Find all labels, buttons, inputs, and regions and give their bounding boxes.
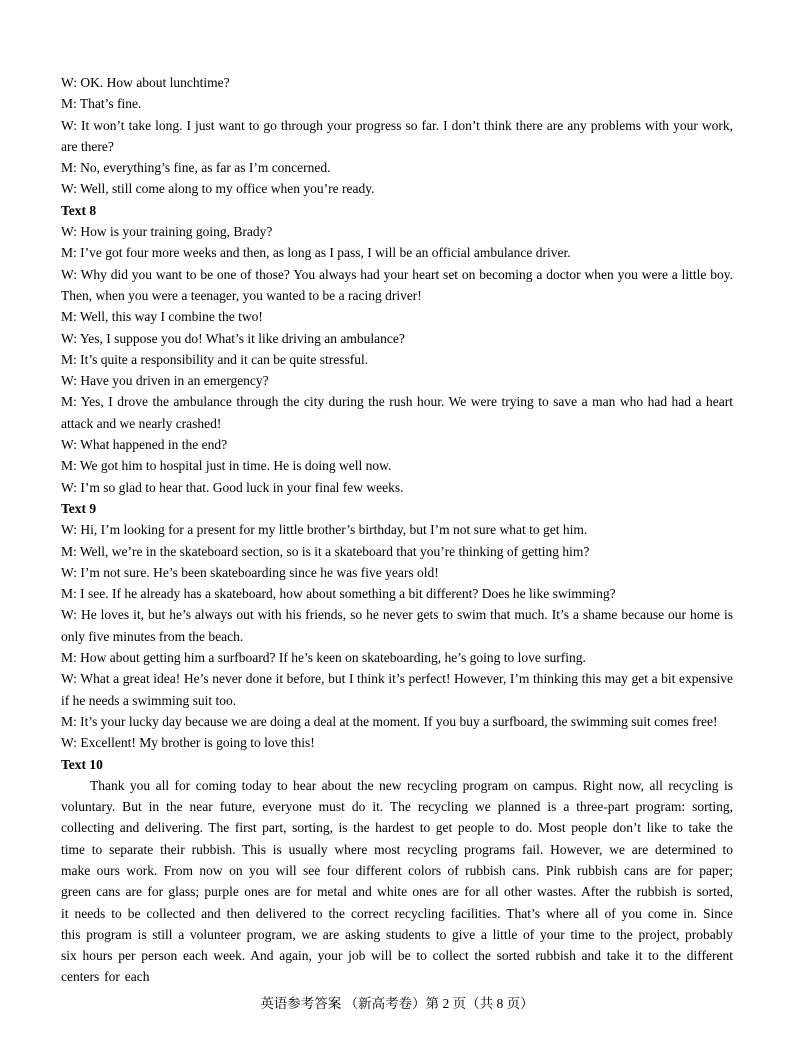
dialogue-line: M: No, everything’s fine, as far as I’m concerned. <box>61 160 331 176</box>
dialogue-line: W: Hi, I’m looking for a present for my little brother’s birthday, but I’m not sure what to get him. <box>61 522 588 538</box>
dialogue-line: W: How is your training going, Brady? <box>61 224 273 240</box>
dialogue-line: W: Why did you want to be one of those? You always had your heart set on becoming a doctor when you were a little boy. Then, when you were a teenager, you wanted to be a racing driver! <box>61 266 733 303</box>
dialogue-line: W: What a great idea! He’s never done it before, but I think it’s perfect! However, I’m thinking this may get a bit expensive if he needs a swimming suit too. <box>61 671 733 708</box>
dialogue-line: W: It won’t take long. I just want to go through your progress so far. I don’t think there are any problems with your work, are there? <box>61 117 733 154</box>
dialogue-line: M: How about getting him a surfboard? If he’s keen on skateboarding, he’s going to love surfing. <box>61 650 586 666</box>
dialogue-line: M: I see. If he already has a skateboard, how about something a bit different? Does he like swimming? <box>61 586 616 602</box>
dialogue-line: W: He loves it, but he’s always out with his friends, so he never gets to swim that much. It’s a shame because our home is only five minutes from the beach. <box>61 607 733 644</box>
dialogue-line: W: Have you driven in an emergency? <box>61 373 269 389</box>
dialogue-line: M: Well, we’re in the skateboard section, so is it a skateboard that you’re thinking of getting him? <box>61 543 590 559</box>
dialogue-line: W: I’m so glad to hear that. Good luck in your final few weeks. <box>61 479 404 495</box>
dialogue-line: M: It’s your lucky day because we are doing a deal at the moment. If you buy a surfboard, the swimming suit comes free! <box>61 713 718 729</box>
dialogue-line: M: That’s fine. <box>61 96 142 112</box>
dialogue-line: M: Yes, I drove the ambulance through the city during the rush hour. We were trying to save a man who had had a heart attack and we nearly crashed! <box>61 394 733 431</box>
dialogue-line: M: Well, this way I combine the two! <box>61 309 263 325</box>
dialogue-line: M: I’ve got four more weeks and then, as long as I pass, I will be an official ambulance driver. <box>61 245 571 261</box>
monologue-paragraph: Thank you all for coming today to hear about the new recycling program on campus. Right now, all recycling is voluntary. But in the near future, everyone must do it. The recycling we planned is a three-part program: sorting, collecting and delivering. The first part, sorting, is the hardest to get people to do. Most people don’t like to take the time to separate their rubbish. This is usually where most recycling programs fail. However, we are determined to make ours work. From now on you will see four different colors of rubbish cans. Pink rubbish cans are for paper; green cans are for glass; purple ones are for metal and white ones are for all other wastes. After the rubbish is sorted, it needs to be collected and then delivered to the correct recycling facilities. That’s where all of you come in. Since this program is still a volunteer program, we are asking students to give a little of your time to the project, probably six hours per person each week. And again, your job will be to collect the sorted rubbish and take it to the different centers for each <box>61 777 733 985</box>
dialogue-line: W: What happened in the end? <box>61 437 228 453</box>
section-heading: Text 9 <box>61 500 97 516</box>
dialogue-line: W: Well, still come along to my office when you’re ready. <box>61 181 375 197</box>
dialogue-line: M: It’s quite a responsibility and it can be quite stressful. <box>61 351 369 367</box>
document-content <box>61 72 733 988</box>
dialogue-line: W: Yes, I suppose you do! What’s it like driving an ambulance? <box>61 330 405 346</box>
page-footer: 英语参考答案 （新高考卷）第 2 页（共 8 页） <box>260 995 534 1011</box>
section-heading: Text 8 <box>61 202 97 218</box>
dialogue-line: W: OK. How about lunchtime? <box>61 75 230 90</box>
dialogue-line: M: We got him to hospital just in time. He is doing well now. <box>61 458 392 474</box>
dialogue-line: W: Excellent! My brother is going to love this! <box>61 735 315 751</box>
dialogue-line: W: I’m not sure. He’s been skateboarding since he was five years old! <box>61 564 439 580</box>
section-heading: Text 10 <box>61 756 103 772</box>
